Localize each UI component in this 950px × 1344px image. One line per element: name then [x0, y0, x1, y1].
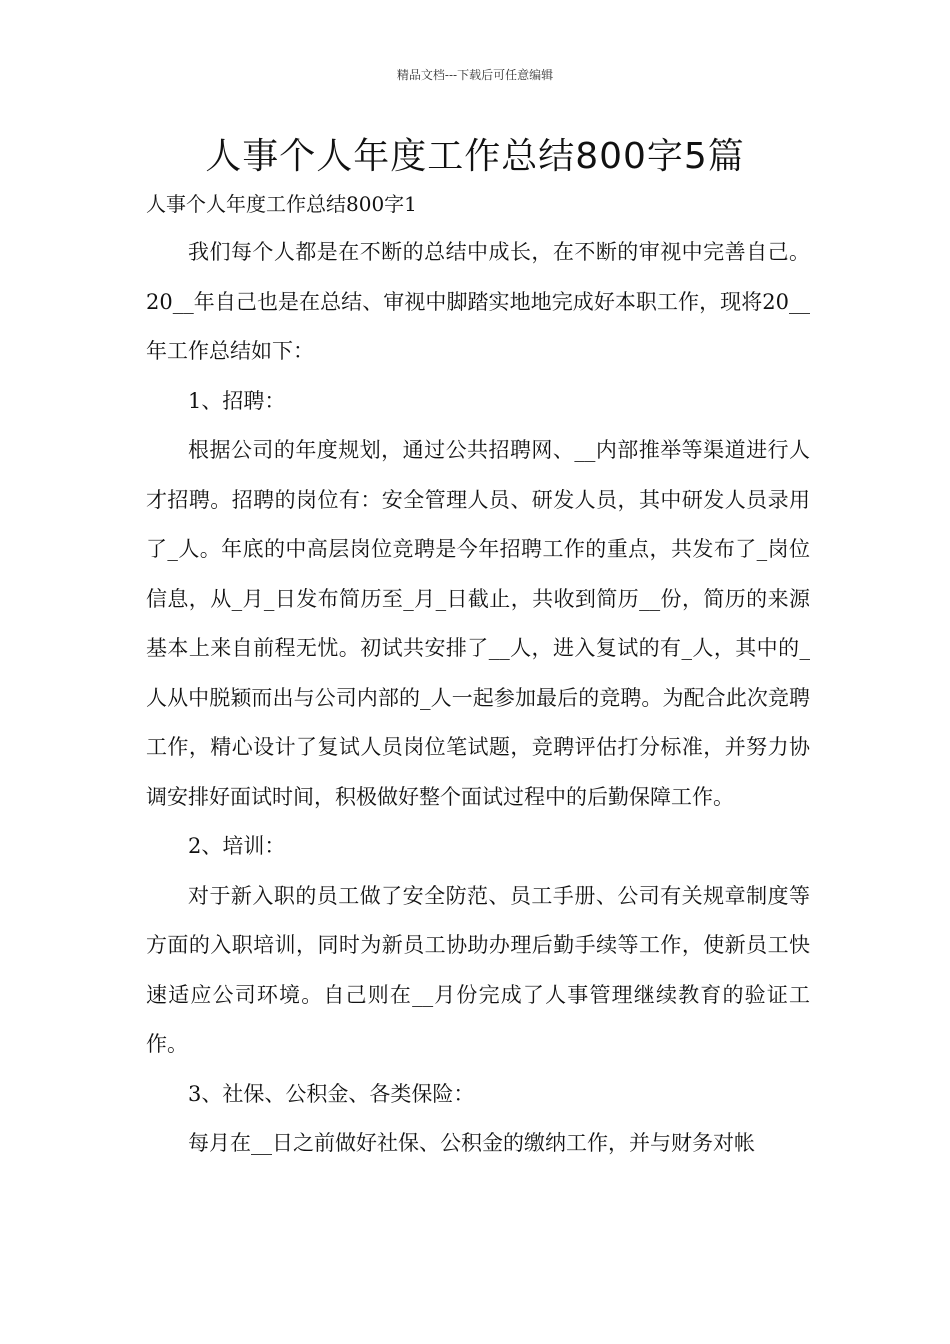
paragraph-insurance: 每月在__日之前做好社保、公积金的缴纳工作，并与财务对帐: [188, 1131, 755, 1155]
heading-insurance: 3、社保、公积金、各类保险：: [188, 1081, 475, 1106]
header-note: 精品文档---下载后可任意编辑: [396, 68, 554, 82]
section-subtitle: 人事个人年度工作总结800字1: [146, 192, 417, 216]
paragraph-recruitment: 根据公司的年度规划，通过公共招聘网、__内部推举等渠道进行人才招聘。招聘的岗位有：安全管理人员、研发人员，其中研发人员录用了_人。年底的中高层岗位竞聘是今年招聘工作的重点，共发布了_岗位信息，从_月_日发布简历至_月_日截止，共收到简历__份，简历的来源基本上来自前程无忧。初试共安排了__人，进入复试的有_人，其中的_人从中脱颖而出与公司内部的_人一起参加最后的竞聘。为配合此次竞聘工作，精心设计了复试人员岗位笔试题，竞聘评估打分标准，并努力协调安排好面试时间，积极做好整个面试过程中的后勤保障工作。: [146, 438, 810, 809]
paragraph-training: 对于新入职的员工做了安全防范、员工手册、公司有关规章制度等方面的入职培训，同时为新员工协助办理后勤手续等工作，使新员工快速适应公司环境。自己则在__月份完成了人事管理继续教育的验证工作。: [146, 883, 810, 1056]
paragraph-intro: 我们每个人都是在不断的总结中成长，在不断的审视中完善自己。20__年自己也是在总结、审视中脚踏实地地完成好本职工作，现将20__年工作总结如下：: [146, 240, 810, 363]
heading-training: 2、培训：: [188, 834, 286, 858]
heading-recruitment: 1、招聘：: [188, 388, 286, 413]
document-body: [146, 228, 810, 1169]
document-title: 人事个人年度工作总结800字5篇: [205, 136, 745, 177]
